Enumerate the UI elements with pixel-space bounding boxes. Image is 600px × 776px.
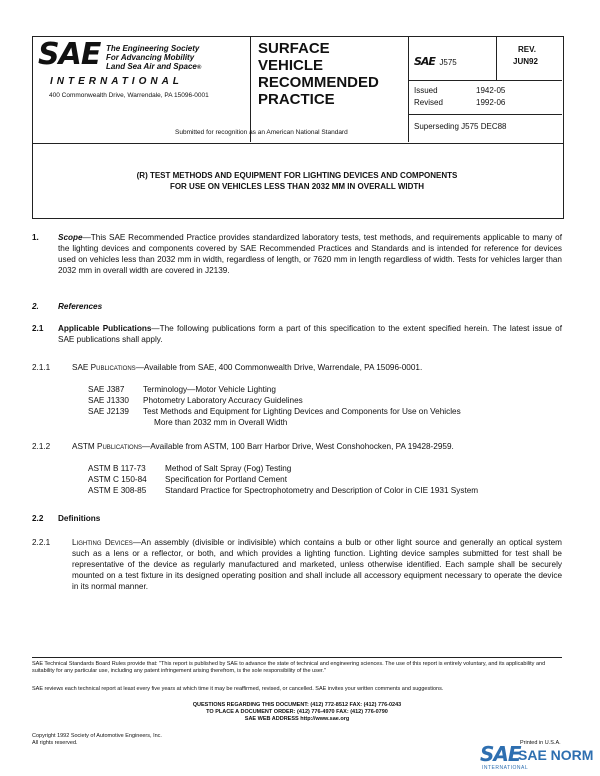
section-2-2-heading: Definitions [58, 514, 101, 523]
contact-block [32, 702, 562, 723]
superseding: Superseding J575 DEC88 [414, 122, 507, 131]
section-2-1-2-number: 2.1.2 [32, 442, 51, 451]
tagline-line-3: Land Sea Air and Space [106, 62, 197, 71]
doc-number: J575 [439, 58, 457, 67]
section-2-1-text: —The following publications form a part of this specification to the extent specified herein. The latest issue of SAE publications shall apply. [58, 324, 562, 344]
reference-code: SAE J1330 [88, 396, 129, 405]
reference-code: SAE J387 [88, 385, 125, 394]
header-hline-1 [408, 80, 562, 81]
header-divider-3 [496, 36, 497, 80]
reference-title-continued: More than 2032 mm in Overall Width [154, 418, 288, 427]
section-2-1-1-heading: SAE Publications [72, 363, 136, 372]
revised-value: 1992-06 [476, 98, 506, 107]
section-2-1-number: 2.1 [32, 324, 44, 333]
ansi-submission-note: Submitted for recognition as an American National Standard [175, 129, 348, 136]
section-2-1-2-text: —Available from ASTM, 100 Barr Harbor Drive, West Conshohocken, PA 19428-2959. [142, 442, 454, 451]
issued-value: 1942-05 [476, 86, 506, 95]
title-line-1: (R) TEST METHODS AND EQUIPMENT FOR LIGHTING DEVICES AND COMPONENTS [136, 171, 458, 180]
sae-reference-list [88, 384, 562, 428]
reference-title: Test Methods and Equipment for Lighting Devices and Components for Use on Vehicles [143, 407, 461, 416]
sae-tagline [106, 44, 201, 73]
title-line-2: FOR USE ON VEHICLES LESS THAN 2032 MM IN OVERALL WIDTH [169, 182, 425, 191]
section-1-number: 1. [32, 233, 39, 242]
reference-row [88, 395, 562, 406]
document-title [32, 170, 562, 192]
registered-mark: ® [196, 65, 202, 71]
section-1-heading: Scope [58, 233, 83, 242]
reference-title: Terminology—Motor Vehicle Lighting [143, 385, 276, 394]
reference-code: SAE J2139 [88, 407, 129, 416]
doc-type-line-2: VEHICLE [258, 57, 324, 74]
section-2-1-1-number: 2.1.1 [32, 363, 51, 372]
printed-in: Printed in U.S.A. [520, 740, 561, 746]
reference-title: Method of Salt Spray (Fog) Testing [165, 464, 292, 473]
section-2-2-1-text: —An assembly (divisible or indivisible) which contains a bulb or other light source and generally an optical system such as a lens or a reflector, or both, and which provides a lighting function. Lighting device samples submitted for test shall be representative of the device as regularly manufactured and marketed, unless otherwise identified. Each sample shall be securely mounted on a test fixture in its designed operating position and shall include all accessory equipment necessary to operate the device in its normal manner. [72, 538, 562, 591]
section-2-2-1-number: 2.2.1 [32, 538, 51, 547]
doc-type [258, 40, 379, 108]
small-sae-logo: SAE [414, 55, 435, 68]
watermark-text: SAE NORM [518, 747, 594, 763]
copyright [32, 733, 162, 747]
reference-code: ASTM C 150-84 [88, 475, 147, 484]
section-1-text: —This SAE Recommended Practice provides standardized laboratory tests, test methods, and requirements applicable to many of the lighting devices and components covered by SAE Recommended Practices and Standards and is intended for reference for devices used on vehicles less than 2032 mm in width, regardless of length, or 7620 mm in length regardless of width. Tests for vehicles larger than 2032 mm in overall width are covered in J2139. [58, 233, 562, 275]
header-hline-2 [408, 114, 562, 115]
reference-row [88, 406, 562, 417]
section-2-1-heading: Applicable Publications [58, 324, 152, 333]
doc-type-line-3: RECOMMENDED [258, 74, 379, 91]
reference-row [88, 463, 562, 474]
tagline-line-1: The Engineering Society [106, 44, 200, 53]
reference-title: Photometry Laboratory Accuracy Guidelines [143, 396, 303, 405]
watermark-logo: SAE [480, 742, 521, 766]
astm-reference-list [88, 463, 562, 496]
section-2-2-1-heading: Lighting Devices [72, 538, 133, 547]
reference-title: Specification for Portland Cement [165, 475, 287, 484]
contact-web: SAE WEB ADDRESS http://www.sae.org [244, 716, 350, 722]
reference-code: ASTM B 117-73 [88, 464, 146, 473]
section-2-2-number: 2.2 [32, 514, 44, 523]
footer-note-1: SAE Technical Standards Board Rules provide that: "This report is published by SAE to advance the state of technical and engineering sciences. The use of this report is entirely voluntary, and its applicability and suitability for any particular use, including any patent infringement arising therefrom, is the sole responsibility of the user." [32, 661, 546, 674]
watermark-sub: INTERNATIONAL [482, 765, 529, 771]
section-2-heading: References [58, 302, 103, 311]
header-divider-1 [250, 36, 251, 142]
doc-type-line-4: PRACTICE [258, 91, 335, 108]
doc-type-line-1: SURFACE [258, 40, 330, 57]
reference-row-continued [88, 417, 562, 428]
rev-date: JUN92 [513, 57, 538, 66]
footer-rule [32, 657, 562, 658]
contact-questions: QUESTIONS REGARDING THIS DOCUMENT: (412) 772-8512 FAX: (412) 776-0243 [192, 702, 402, 708]
copyright-line: Copyright 1992 Society of Automotive Engineers, Inc. [32, 733, 162, 739]
footer-note-2: SAE reviews each technical report at least every five years at which time it may be reaffirmed, revised, or cancelled. SAE invites your written comments and suggestions. [32, 686, 444, 692]
rev-label: REV. [518, 45, 536, 54]
section-2-number: 2. [32, 302, 39, 311]
section-2-1-1-text: —Available from SAE, 400 Commonwealth Drive, Warrendale, PA 15096-0001. [135, 363, 423, 372]
rights-line: All rights reserved. [32, 740, 78, 746]
reference-row [88, 485, 562, 496]
reference-row [88, 474, 562, 485]
issued-label: Issued [414, 86, 438, 95]
sae-address: 400 Commonwealth Drive, Warrendale, PA 15096-0001 [49, 92, 209, 99]
sae-logo: SAE [38, 37, 101, 72]
doc-number-cell [414, 52, 457, 70]
section-2-1-2-heading: ASTM Publications [72, 442, 143, 451]
header-divider-2 [408, 36, 409, 142]
reference-title: Standard Practice for Spectrophotometry and Description of Color in CIE 1931 System [165, 486, 479, 495]
tagline-line-2: For Advancing Mobility [106, 53, 195, 62]
revised-label: Revised [414, 98, 443, 107]
reference-code: ASTM E 308-85 [88, 486, 147, 495]
contact-orders: TO PLACE A DOCUMENT ORDER: (412) 776-4970 FAX: (412) 776-0790 [206, 709, 388, 715]
reference-row [88, 384, 562, 395]
international-label: INTERNATIONAL [50, 76, 183, 87]
